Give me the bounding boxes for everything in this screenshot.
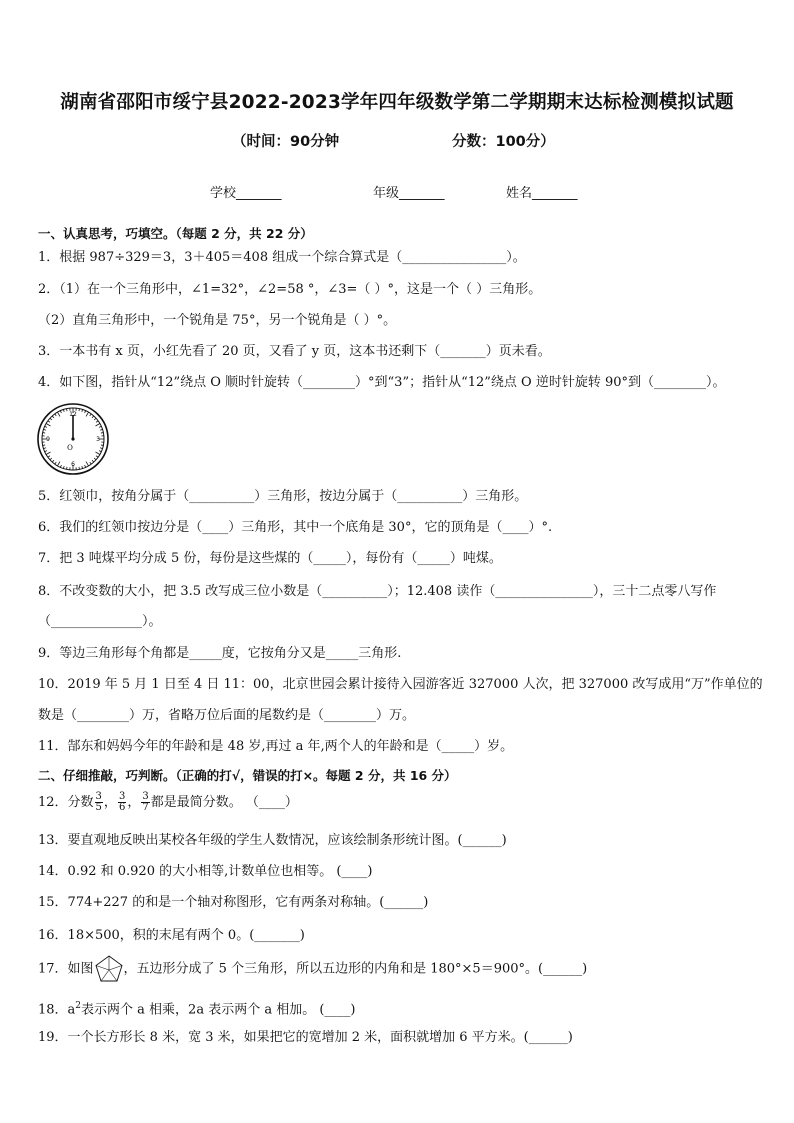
question-17 bbox=[38, 954, 587, 985]
clock-tick bbox=[60, 465, 61, 467]
clock-tick bbox=[52, 416, 54, 418]
clock-tick bbox=[46, 424, 50, 427]
clock-tick bbox=[101, 433, 103, 434]
clock-tick bbox=[43, 433, 45, 434]
question-13: 13．要直观地反映出某校各年级的学生人数情况，应该绘制条形统计图。(______) bbox=[38, 833, 507, 848]
clock-tick bbox=[44, 448, 46, 449]
clock-label-12: 12 bbox=[69, 411, 77, 418]
question-9: 9．等边三角形每个角都是_____度，它按角分又是_____三角形. bbox=[38, 646, 402, 661]
clock-tick bbox=[96, 452, 100, 455]
clock-label-6: 6 bbox=[71, 461, 75, 468]
clock-tick bbox=[92, 416, 94, 418]
clock-tick bbox=[96, 421, 98, 422]
question-12: 12．分数 $\frac{3}{5}$ ， $\frac{3}{6}$ ， $\frac{3}{7}$ 都是最简分数。 （____） bbox=[38, 791, 298, 813]
clock-center bbox=[71, 437, 74, 440]
fraction-3-7: $\frac{3}{7}$ bbox=[142, 791, 149, 813]
clock-tick bbox=[63, 466, 64, 468]
question-12-suffix: 都是最简分数。 （____） bbox=[150, 795, 298, 810]
clock-tick bbox=[79, 409, 80, 411]
question-11: 11．郜东和妈妈今年的年龄和是 48 岁,再过 a 年,两个人的年龄和是（_____）岁。 bbox=[38, 739, 514, 754]
exam-time: （时间：90分钟 bbox=[232, 134, 340, 150]
fraction-3-6: $\frac{3}{6}$ bbox=[118, 791, 126, 813]
section-2-heading: 二、仔细推敲，巧判断。（正确的打√，错误的打×。每题 2 分，共 16 分） bbox=[38, 768, 457, 783]
clock-tick bbox=[55, 414, 56, 416]
clock-tick bbox=[50, 418, 52, 420]
clock-tick bbox=[52, 460, 54, 462]
clock-tick bbox=[86, 412, 89, 416]
clock-tick bbox=[79, 467, 80, 469]
clock-tick bbox=[67, 409, 68, 411]
clock-tick bbox=[82, 466, 83, 468]
question-7: 7．把 3 吨煤平均分成 5 份，每份是这些煤的（_____），每份有（_____）吨煤。 bbox=[38, 551, 502, 566]
clock-label-9: 9 bbox=[46, 436, 50, 443]
clock-tick bbox=[86, 462, 89, 466]
clock-tick bbox=[60, 411, 61, 413]
clock-tick bbox=[44, 429, 46, 430]
exam-title: 湖南省邵阳市绥宁县2022-2023学年四年级数学第二学期期末达标检测模拟试题 bbox=[60, 92, 734, 113]
question-2a: 2．（1）在一个三角形中，∠1=32°，∠2=58 °，∠3=（ ）°，这是一个（ ）三角形。 bbox=[38, 282, 542, 297]
clock-tick bbox=[90, 462, 91, 464]
clock-tick bbox=[96, 424, 100, 427]
clock-tick bbox=[100, 429, 102, 430]
question-4: 4．如下图，指针从“12”绕点 O 顺时针旋转（________）°到“3”；指针从“12”绕点 O 逆时针旋转 90°到（________）。 bbox=[38, 375, 726, 390]
clock-tick bbox=[48, 456, 50, 457]
exam-score: 分数：100分） bbox=[452, 134, 555, 150]
question-15: 15．774+227 的和是一个轴对称图形，它有两条对称轴。(______) bbox=[38, 895, 429, 910]
clock-label-3: 3 bbox=[96, 436, 100, 443]
question-18: 18．$a^2$表示两个 a 相乘，2a 表示两个 a 相加。 (____) bbox=[38, 1001, 356, 1018]
clock-tick bbox=[101, 445, 103, 446]
clock-tick bbox=[58, 462, 61, 466]
clock-tick bbox=[82, 410, 83, 412]
question-6: 6．我们的红领巾按边分是（____）三角形，其中一个底角是 30°，它的顶角是（____）°. bbox=[38, 520, 553, 535]
pentagon-figure bbox=[94, 954, 124, 984]
question-17-prefix: 17．如图 bbox=[38, 961, 94, 977]
clock-figure bbox=[36, 402, 110, 476]
question-3: 3．一本书有 x 页，小红先看了 20 页，又看了 y 页，这本书还剩下（_______）页未看。 bbox=[38, 344, 551, 359]
clock-tick bbox=[50, 458, 52, 460]
clock-tick bbox=[90, 414, 91, 416]
question-2b: （2）直角三角形中，一个锐角是 75°，另一个锐角是（ ）°。 bbox=[38, 313, 397, 328]
section-1-heading: 一、认真思考，巧填空。（每题 2 分，共 22 分） bbox=[38, 226, 313, 241]
question-16: 16．18×500，积的末尾有两个 0。(_______) bbox=[38, 928, 305, 943]
grade-field: 年级_______ bbox=[373, 186, 445, 201]
question-5: 5．红领巾，按角分属于（__________）三角形，按边分属于（__________）三角形。 bbox=[38, 489, 528, 504]
clock-tick bbox=[58, 412, 61, 416]
clock-tick bbox=[46, 452, 50, 455]
clock-tick bbox=[48, 421, 50, 422]
question-1: 1．根据 987÷329＝3，3＋405＝408 组成一个综合算式是（________________）。 bbox=[38, 250, 526, 265]
clock-tick bbox=[100, 448, 102, 449]
question-8b: （______________）。 bbox=[38, 614, 162, 629]
question-10a: 10．2019 年 5 月 1 日至 4 日 11：00，北京世园会累计接待入园游客近 327000 人次，把 327000 改写成用“万”作单位的 bbox=[38, 677, 763, 692]
school-field: 学校_______ bbox=[210, 186, 282, 201]
question-8a: 8．不改变数的大小，把 3.5 改写成三位小数是（__________）；12.408 读作（_______________），三十二点零八写作 bbox=[38, 584, 717, 599]
clock-tick bbox=[45, 451, 47, 452]
clock-tick bbox=[94, 458, 96, 460]
question-10b: 数是（________）万，省略万位后面的尾数约是（________）万。 bbox=[38, 708, 416, 723]
clock-tick bbox=[55, 462, 56, 464]
clock-tick bbox=[96, 456, 98, 457]
fraction-3-5: $\frac{3}{5}$ bbox=[95, 791, 102, 813]
clock-tick bbox=[85, 465, 86, 467]
name-field: 姓名_______ bbox=[506, 186, 578, 201]
question-12-prefix: 12．分数 bbox=[38, 795, 94, 810]
clock-tick bbox=[67, 467, 68, 469]
clock-tick bbox=[92, 460, 94, 462]
clock-center-label: O bbox=[67, 444, 73, 452]
clock-tick bbox=[94, 418, 96, 420]
clock-tick bbox=[63, 410, 64, 412]
question-19: 19．一个长方形长 8 米，宽 3 米，如果把它的宽增加 2 米，面积就增加 6 平方米。(______) bbox=[38, 1030, 573, 1045]
clock-tick bbox=[99, 451, 101, 452]
question-14: 14．0.92 和 0.920 的大小相等,计数单位也相等。 (____) bbox=[38, 864, 373, 879]
clock-tick bbox=[45, 426, 47, 427]
clock-tick bbox=[99, 426, 101, 427]
clock-tick bbox=[43, 445, 45, 446]
question-17-suffix: ，五边形分成了 5 个三角形，所以五边形的内角和是 180°×5＝900°。(______) bbox=[123, 961, 588, 977]
exponent: 2 bbox=[75, 1001, 82, 1011]
clock-tick bbox=[85, 411, 86, 413]
